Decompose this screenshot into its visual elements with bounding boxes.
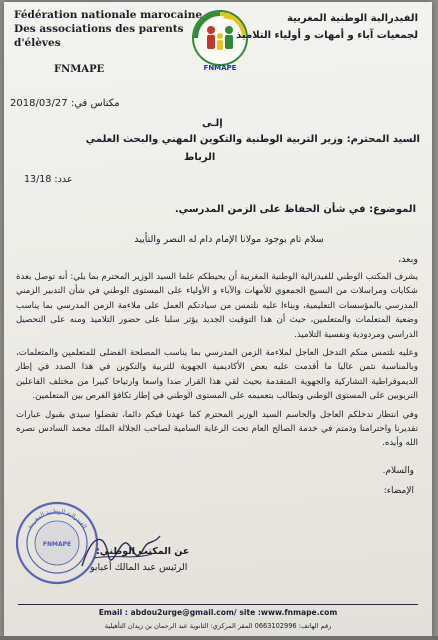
header-acronym: FNMAPE: [54, 64, 105, 75]
subject-line: الموضوع: في شأن الحفاظ على الزمن المدرسي.: [174, 204, 416, 215]
header-arabic: [236, 10, 418, 44]
photo-background-strip: [0, 636, 438, 640]
letter-date: مكناس في: 2018/03/27: [10, 98, 120, 109]
body-paragraph-2: وعليه نلتمس منكم التدخل العاجل لملاءمة الزمن المدرسي بما يناسب المصلحة الفضلى للمتعلمين والمتعلمات، وبالمناسبة نثمن عاليا ما أقدمت عليه بعض الأكاديمية الجهوية للتربية والتكوين في هذا الصدد في إطار الديموقراطية التشاركية والجهوية المتقدمة بحيث لقي هذا القرار صدا واسعا وارتياحا كبيرا من مختلف الفاعلين التربويين على المستوى الوطني وتطالب بتعميمه على المستوى الوطني في إطار تكافؤ الفرص بين المتعلمين.: [16, 348, 418, 402]
header-ar-line-1: الفيدرالية الوطنية المغربية: [286, 13, 418, 24]
recipient: السيد المحترم: وزير التربية الوطنية والتكوين المهني والبحث العلمي: [85, 134, 420, 145]
body-paragraph-1: يشرف المكتب الوطني للفيدرالية الوطنية المغربية أن يحيطكم علما السيد الوزير المحترم بما يلي: أنه توصل بعدة شكايات ومراسلات من النسيج الجمعوي للأمهات والآباء و الأولياء على المستوى الوطني في شأن التدبير الزمني المدرسي بالمؤسسات التعليمية، وبناءا عليه نلتمس من سيادتكم العمل على ملاءمة الزمن المدرسي بما يناسب وضعية المتعلمات والمتعلمين، حيث أن هذا التوقيت الجديد يؤثر سلبا على حضور التلاميذ ومنه على التحصيل الدراسي ومردودية ونفسية التلاميذ.: [16, 272, 418, 340]
header-fr-line-2: Des associations des parents: [14, 23, 184, 35]
signatory-name: الرئيس عبد المالك أعبابو: [90, 562, 188, 573]
salutation: وبعد،: [398, 254, 418, 265]
footer-address: رقم الهاتف: 0663102996 المقر المركزي: الثانوية عبد الرحمان بن زيدان التأهيلية: [104, 622, 332, 630]
to-label: إلـى: [202, 118, 223, 129]
letter-body: [16, 270, 418, 455]
signatory-office: عن المكتب الوطني:: [96, 546, 190, 557]
header-fr-line-1: Fédération nationale marocaine: [14, 9, 203, 21]
logo-text: FNMAPE: [203, 64, 237, 72]
letter-sheet: [4, 2, 432, 636]
header-fr-line-3: d'élèves: [14, 37, 61, 49]
footer-divider: [18, 604, 418, 605]
header-ar-line-2: لجمعيات آباء و أمهات و أولياء التلاميذ: [236, 30, 418, 41]
stamp-outer-text: الفيدرالية الوطنية المغربية: [26, 507, 88, 530]
signature-label: الإمضاء:: [383, 486, 414, 496]
closing: والسلام.: [382, 466, 414, 476]
reference-number: عدد: 13/18: [24, 174, 73, 185]
body-paragraph-3: وفي انتظار تدخلكم العاجل والحاسم السيد الوزير المحترم كما عهدنا فيكم دائما، تقضلوا سيدي بقبول عبارات تقديرنا واحترامنا ودمتم في خدمة الصالح العام تحت الرعاية السامية لصاحب الجلالة الملك محمد السادس نصره الله وأيده.: [16, 409, 418, 449]
greeting: سلام تام بوجود مولانا الإمام دام له النصر والتأييد: [134, 234, 324, 245]
stamp-inner-text: FNMAPE: [42, 541, 72, 548]
recipient-city: الرباط: [184, 152, 216, 163]
footer-contact: Email : abdou2urge@gmail.com/ site :www.fnmape.com: [98, 608, 338, 617]
header-french: [14, 8, 203, 50]
